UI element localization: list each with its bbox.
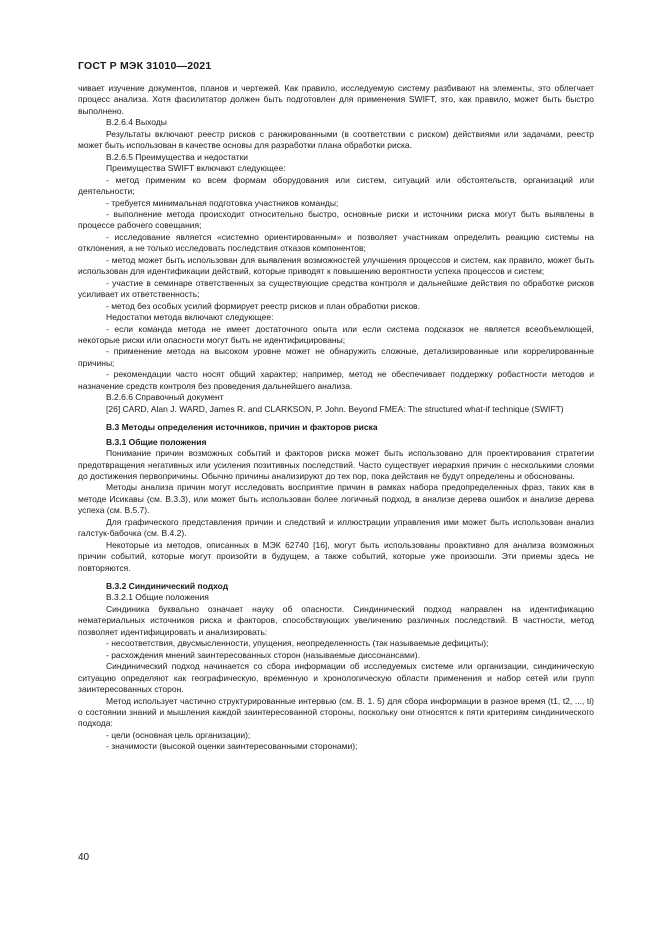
subsection-heading: В.2.6.4 Выходы: [106, 117, 167, 128]
reference-entry: [26] CARD, Alan J. WARD, James R. and CLARKSON, P. John. Beyond FMEA: The structured what-if technique (SWIFT): [106, 403, 564, 414]
page-header: ГОСТ Р МЭК 31010—2021: [78, 60, 212, 72]
paragraph: Синдиника буквально означает науку об опасности. Синдинический подход направлен на идентификацию нематериальных источников риска и факторов, способствующих увеличению различных последствий. В частности, метод позволяет идентифицировать и анализировать:: [78, 603, 594, 637]
subsection-heading: В.2.6.6 Справочный документ: [106, 392, 224, 403]
list-item: - выполнение метода происходит относительно быстро, основные риски и источники риска могут быть выявлены в процессе рабочего совещания;: [78, 208, 594, 231]
paragraph: Недостатки метода включают следующее:: [106, 312, 274, 323]
paragraph: Синдинический подход начинается со сбора информации об исследуемых системе или организации, синдиническую ситуацию определяют как географическую, временную и хронологическую области применения и набор сетей или групп заинтересованных сторон.: [78, 661, 594, 695]
list-item: - метод может быть использован для выявления возможностей улучшения процессов и систем, как правило, может быть использован для идентификации действий, которые приводят к повышению вероятности успеха процессов и систем;: [78, 254, 594, 277]
section-heading: В.3 Методы определения источников, причин и факторов риска: [106, 422, 378, 433]
list-item: - метод без особых усилий формирует реестр рисков и план обработки рисков.: [106, 300, 420, 311]
list-item: - применение метода на высоком уровне может не обнаружить сложные, детализированные или коррелированные причины;: [78, 346, 594, 368]
paragraph: Методы анализа причин могут исследовать восприятие причин в рамках набора предопределенных фраз, таких как в методе Исикавы (см. В.3.3), или может быть использован более логичный подход, в анализе дерева ошибок и анализе дерева успеха (см. В.5.7).: [78, 482, 594, 516]
paragraph: Некоторые из методов, описанных в МЭК 62740 [16], могут быть использованы проактивно для анализа возможных причин событий, которые могут произойти в будущем, а также событий, которые уже произошли. Эти приемы здесь не повторяются.: [78, 539, 594, 573]
paragraph: Преимущества SWIFT включают следующее:: [106, 163, 286, 174]
paragraph: чивает изучение документов, планов и чертежей. Как правило, исследуемую систему разбивают на элементы, это облегчает процесс анализа. Хотя фасилитатор должен быть подготовлен для применения SWIFT, это, как правило, может быть быстро выполнено.: [78, 83, 594, 116]
list-item: - исследование является «системно ориентированным» и позволяет участникам определить реакцию системы на отклонения, а не только исследовать последствия отказов компонентов;: [78, 231, 594, 254]
subsection-heading: В.3.2 Синдинический подход: [106, 581, 229, 592]
subsection-heading: В.3.2.1 Общие положения: [106, 592, 209, 603]
page-body: [78, 83, 594, 753]
paragraph: Понимание причин возможных событий и факторов риска может быть использовано для проектирования стратегии предотвращения негативных или усиления позитивных последствий. Часто существует иерархия причин с несколькими слоями до достижения первопричины. Обычно причины анализируют до тех пор, пока действия не будут определены и обоснованы.: [78, 448, 594, 481]
list-item: - цели (основная цель организации);: [106, 729, 251, 740]
subsection-heading: В.3.1 Общие положения: [106, 436, 207, 447]
subsection-heading: В.2.6.5 Преимущества и недостатки: [106, 151, 249, 162]
list-item: - требуется минимальная подготовка участников команды;: [106, 197, 339, 208]
list-item: - метод применим ко всем формам оборудования или систем, ситуаций или обстоятельств, организаций или деятельности;: [78, 174, 594, 197]
list-item: - рекомендации часто носят общий характер; например, метод не обеспечивает поддержку робастности методов и назначение средств контроля без проведения дальнейшего анализа.: [78, 369, 594, 391]
paragraph: Метод использует частично структурированные интервью (см. В. 1. 5) для сбора информации в разное время (t1, t2, ..., ti) о состоянии знаний и мышления каждой заинтересованной стороны, поскольку они относятся к пяти критериям синдинического подхода:: [78, 695, 594, 729]
paragraph: Результаты включают реестр рисков с ранжированными (в соответствии с риском) действиями или задачами, реестр может быть использован в качестве основы для разработки плана обработки риска.: [78, 128, 594, 151]
list-item: - значимости (высокой оценки заинтересованными сторонами);: [106, 741, 358, 752]
list-item: - несоответствия, двусмысленности, упущения, неопределенность (так называемые дефициты);: [106, 638, 489, 649]
paragraph: Для графического представления причин и следствий и иллюстрации управления ими может быть использован анализ галстук-бабочка (см. В.4.2).: [78, 516, 594, 539]
list-item: - участие в семинаре ответственных за существующие средства контроля и дальнейшие действия по обработке рисков усиливает их ответственность;: [78, 277, 594, 300]
list-item: - если команда метода не имеет достаточного опыта или если система подсказок не является всеобъемлющей, некоторые риски или опасности могут быть не идентифицированы;: [78, 323, 594, 345]
page-number: 40: [78, 852, 90, 863]
list-item: - расхождения мнений заинтересованных сторон (называемые диссонансами).: [106, 649, 420, 660]
